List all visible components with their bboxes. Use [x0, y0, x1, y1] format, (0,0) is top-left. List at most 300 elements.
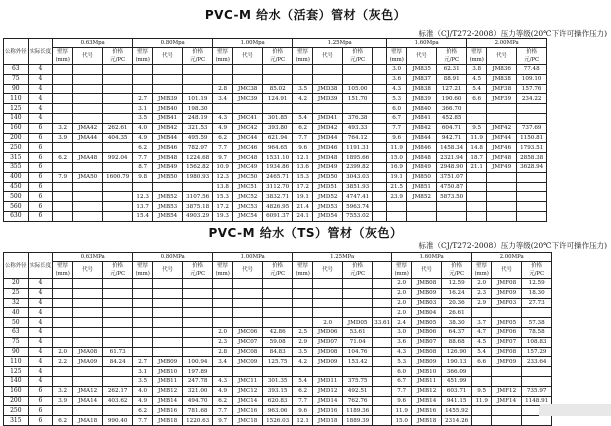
table-cell: 250 [4, 143, 29, 153]
table-cell: 5.3 [392, 357, 412, 367]
table-cell: 6 [28, 153, 53, 163]
table-cell [73, 318, 103, 328]
header-sub [472, 262, 492, 279]
table-cell: JMB11 [412, 376, 442, 386]
table-cell: 5.4 [293, 376, 313, 386]
table-cell [517, 211, 547, 221]
table-cell [153, 65, 183, 75]
table-row [4, 172, 547, 182]
table-cell: 32 [4, 298, 29, 308]
header-sub [233, 48, 263, 65]
table-cell: 764.12 [343, 133, 373, 143]
table-cell: 6 [28, 192, 53, 202]
table-cell: 7.9 [53, 172, 73, 182]
table-cell: JMC52 [233, 192, 263, 202]
table-cell: JMB54 [153, 211, 183, 221]
table-cell: 1148.91 [522, 396, 552, 406]
header-sub-label: 壁厚 [137, 263, 149, 269]
table-cell: JMF09 [492, 357, 522, 367]
table-cell: 6 [28, 162, 53, 172]
header-sub [53, 262, 73, 279]
header-sub-unit: (mm) [474, 271, 489, 277]
header-sub [53, 48, 73, 65]
table-cell: 1562.82 [183, 162, 213, 172]
table-cell: 9.6 [293, 406, 313, 416]
table-cell: 3.5 [133, 113, 153, 123]
table-cell: JMF06 [492, 327, 522, 337]
table-cell [73, 211, 103, 221]
table-cell [213, 308, 233, 318]
table-cell: JMF05 [492, 318, 522, 328]
table-cell: JMB18 [153, 416, 183, 426]
table-cell [472, 376, 492, 386]
table-cell [373, 416, 392, 426]
table-cell [467, 211, 487, 221]
table-cell: 963.06 [263, 406, 293, 416]
table-cell: 4 [28, 94, 53, 104]
table-cell: JMB41 [153, 113, 183, 123]
table-cell [233, 104, 263, 114]
table-cell [373, 133, 387, 143]
table-cell [133, 347, 153, 357]
table-cell: 2.0 [392, 298, 412, 308]
table-cell: 560 [4, 202, 29, 212]
header-sub [407, 48, 437, 65]
table-cell: 782.97 [183, 143, 213, 153]
table-cell [263, 308, 293, 318]
header-sub-label: 代号 [82, 267, 94, 273]
table-cell: 190.60 [437, 94, 467, 104]
table-cell: 71.04 [343, 337, 373, 347]
table-cell: 6.2 [213, 396, 233, 406]
table-cell: 1150.81 [517, 133, 547, 143]
table-cell: 4 [28, 104, 53, 114]
table-cell: 6.6 [467, 94, 487, 104]
standard-note: 标准（CJ/T272-2008）压力等级(20℃下许可操作压力) [418, 241, 607, 250]
table-cell: 964.65 [263, 143, 293, 153]
table-cell: 2.5 [293, 327, 313, 337]
header-sub-label: 代号 [416, 53, 428, 59]
table-cell [373, 104, 387, 114]
table-cell: 19.1 [387, 172, 407, 182]
table-cell [53, 318, 73, 328]
table-cell [73, 327, 103, 337]
header-sub-unit: 元/PC [110, 57, 126, 63]
table-cell [73, 308, 103, 318]
table-cell: JMC53 [233, 202, 263, 212]
header-diameter: 公称外径 [4, 253, 29, 279]
table-cell: 9.5 [467, 123, 487, 133]
table-cell [183, 65, 213, 75]
table-cell: JMD12 [313, 386, 343, 396]
header-sub-label: 价格 [112, 263, 124, 269]
header-pressure: 0.80Mpa [133, 39, 213, 48]
table-cell [293, 279, 313, 289]
table-cell [373, 288, 392, 298]
table-cell [263, 288, 293, 298]
table-cell [133, 74, 153, 84]
table-cell: 6.2 [293, 123, 313, 133]
table-cell [373, 153, 387, 163]
table-cell: 77.48 [517, 65, 547, 75]
table-cell: 3.5 [293, 84, 313, 94]
table-cell: 63 [4, 327, 29, 337]
table-cell [53, 84, 73, 94]
table-cell: 24.1 [293, 211, 313, 221]
table-cell: JMA50 [73, 172, 103, 182]
table-cell: JMD38 [313, 84, 343, 94]
header-sub [213, 48, 233, 65]
table-cell: 4903.29 [183, 211, 213, 221]
table-cell: 4.2 [293, 357, 313, 367]
table-cell [387, 202, 407, 212]
table-cell: 630 [4, 211, 29, 221]
table-cell: 151.70 [343, 94, 373, 104]
table-cell: 10.9 [213, 162, 233, 172]
table-cell: JMF39 [487, 94, 517, 104]
header-sub [233, 262, 263, 279]
table-cell: 78.58 [522, 327, 552, 337]
header-sub-unit: (mm) [135, 271, 150, 277]
table-cell: JMD09 [313, 357, 343, 367]
table-cell: 6.2 [293, 386, 313, 396]
header-sub-label: 壁厚 [57, 263, 69, 269]
table-row [4, 113, 547, 123]
table-cell: JMD46 [313, 143, 343, 153]
table-cell: 16.24 [442, 288, 472, 298]
table-cell: JMB05 [412, 318, 442, 328]
table-cell: 4.7 [472, 327, 492, 337]
table-cell: 233.64 [522, 357, 552, 367]
table-cell: 88.91 [437, 74, 467, 84]
header-sub-label: 壁厚 [137, 49, 149, 55]
table-cell: 13.8 [213, 182, 233, 192]
table-cell: 11.9 [472, 396, 492, 406]
table-cell: 3.8 [467, 65, 487, 75]
table-cell: JM844 [407, 133, 437, 143]
table-cell [53, 94, 73, 104]
table-cell: JMF49 [487, 162, 517, 172]
table-cell: 160 [4, 123, 29, 133]
table-cell: JM835 [407, 65, 437, 75]
table-cell [153, 327, 183, 337]
table-cell: 2314.26 [442, 416, 472, 426]
table-cell: 3.4 [213, 94, 233, 104]
table-cell [293, 65, 313, 75]
table-cell: 33.61 [374, 319, 391, 326]
header-sub [133, 262, 153, 279]
table-cell: 4.5 [467, 74, 487, 84]
table-cell: 17.2 [293, 182, 313, 192]
table-cell [103, 211, 133, 221]
table-cell [53, 308, 73, 318]
table-cell: JM846 [407, 143, 437, 153]
table-cell: 4 [28, 298, 53, 308]
table-cell: JMD49 [313, 162, 343, 172]
table-cell: JM838 [407, 84, 437, 94]
table-cell [73, 192, 103, 202]
table-cell: JMD54 [313, 211, 343, 221]
table-cell: JMB10 [153, 367, 183, 377]
table-cell: JMA14 [73, 396, 103, 406]
table-cell [103, 327, 133, 337]
table-cell: JMB50 [153, 172, 183, 182]
table-cell: 2.0 [213, 327, 233, 337]
table-cell [53, 202, 73, 212]
table-row [4, 94, 547, 104]
table-cell [263, 65, 293, 75]
header-sub-label: 价格 [531, 263, 543, 269]
table-cell: 3112.70 [263, 182, 293, 192]
table-cell: 75 [4, 337, 29, 347]
table-cell [53, 65, 73, 75]
table-cell: 3.0 [387, 65, 407, 75]
header-sub-label: 价格 [451, 263, 463, 269]
header-sub-unit: 元/PC [524, 57, 540, 63]
table-cell: 4 [28, 279, 53, 289]
header-sub [103, 48, 133, 65]
table-cell [133, 327, 153, 337]
table-cell: 6.2 [213, 133, 233, 143]
table-cell: 6.2 [53, 416, 73, 426]
table-cell: 4.3 [392, 347, 412, 357]
table-cell [293, 298, 313, 308]
table-row [4, 298, 552, 308]
table-cell [293, 308, 313, 318]
table-cell: 17.2 [213, 202, 233, 212]
table-cell [407, 211, 437, 221]
table-cell: JMB08 [412, 347, 442, 357]
table-cell: 20.36 [442, 298, 472, 308]
table-cell: 494.70 [183, 396, 213, 406]
table-cell [373, 406, 392, 416]
table-row [4, 104, 547, 114]
table-cell: 3832.71 [263, 192, 293, 202]
header-sub-unit: (mm) [469, 57, 484, 63]
table-cell: 21.4 [293, 202, 313, 212]
table-cell [343, 104, 373, 114]
table-cell [133, 288, 153, 298]
table-cell [103, 376, 133, 386]
table-cell [313, 308, 343, 318]
table-cell: JMD50 [313, 172, 343, 182]
header-sub-unit: 元/PC [190, 271, 206, 277]
header-sub [133, 48, 153, 65]
header-sub-unit: (mm) [295, 57, 310, 63]
table-cell [517, 113, 547, 123]
table-cell: 26.61 [442, 308, 472, 318]
table-cell [373, 192, 387, 202]
table-cell: 451.99 [442, 376, 472, 386]
table-cell: JMF44 [487, 133, 517, 143]
table-cell [233, 65, 263, 75]
table-cell [153, 318, 183, 328]
header-sub-unit: 元/PC [350, 271, 366, 277]
header-sub [467, 48, 487, 65]
table-cell: 90 [4, 84, 29, 94]
table-cell: JMF48 [487, 153, 517, 163]
table-cell: 200 [4, 396, 29, 406]
table-cell: 1458.34 [437, 143, 467, 153]
table-cell: 450 [4, 182, 29, 192]
table-cell: 6 [28, 386, 53, 396]
watermark-corner [539, 404, 611, 416]
header-pressure: 1.00Mpa [213, 39, 293, 48]
table-cell: JMB07 [412, 337, 442, 347]
table-cell: 1191.31 [343, 143, 373, 153]
table-cell: JM838 [487, 74, 517, 84]
table-cell [343, 65, 373, 75]
table-cell: 5963.74 [343, 202, 373, 212]
table-cell: JMF09 [492, 288, 522, 298]
table-cell [517, 104, 547, 114]
table-cell: 495.59 [183, 133, 213, 143]
table-cell: 6 [28, 202, 53, 212]
table-cell [53, 367, 73, 377]
table-cell [213, 104, 233, 114]
table-cell: JMC12 [233, 386, 263, 396]
table-cell: 40 [4, 308, 29, 318]
header-sub-unit: (mm) [55, 57, 70, 63]
table-cell: 3.2 [53, 386, 73, 396]
table-cell: 64.37 [442, 327, 472, 337]
header-pressure: 0.63Mpa [53, 39, 133, 48]
table-cell: 20 [4, 279, 29, 289]
table-cell: 11.9 [392, 406, 412, 416]
table-cell [492, 367, 522, 377]
table-cell: 200 [4, 133, 29, 143]
table-cell: JMC44 [233, 133, 263, 143]
header-sub-unit: (mm) [55, 271, 70, 277]
table-cell: JM841 [407, 113, 437, 123]
table-cell: JM840 [407, 104, 437, 114]
table-cell: 13.7 [133, 202, 153, 212]
table-row [4, 192, 547, 202]
table-row [4, 308, 552, 318]
spec-table [3, 38, 547, 222]
table-cell: 6 [28, 133, 53, 143]
table-cell: 2399.82 [343, 162, 373, 172]
table-cell [313, 65, 343, 75]
header-sub-unit: (mm) [394, 271, 409, 277]
table-cell: JMC42 [233, 123, 263, 133]
header-sub-label: 价格 [272, 263, 284, 269]
table-cell: 160 [4, 386, 29, 396]
table-cell [373, 347, 392, 357]
table-cell: JMA12 [73, 386, 103, 396]
table-cell [263, 298, 293, 308]
table-cell: 2.8 [213, 347, 233, 357]
table-cell: 3751.07 [437, 172, 467, 182]
table-cell [73, 279, 103, 289]
table-row [4, 386, 552, 396]
table-cell [343, 308, 373, 318]
table-cell [492, 416, 522, 426]
table-cell: 7.7 [392, 386, 412, 396]
table-cell: 13.6 [293, 162, 313, 172]
table-cell: 157.29 [522, 347, 552, 357]
table-cell [263, 104, 293, 114]
table-cell [517, 182, 547, 192]
header-sub-label: 代号 [322, 53, 334, 59]
header-sub-unit: (mm) [295, 271, 310, 277]
table-row [4, 162, 547, 172]
table-cell: 2.7 [133, 94, 153, 104]
table-cell: 11.9 [467, 133, 487, 143]
header-sub [73, 262, 103, 279]
table-cell [53, 113, 73, 123]
table-cell: 1934.86 [263, 162, 293, 172]
table-cell: 7553.02 [343, 211, 373, 221]
table-cell [183, 318, 213, 328]
table-cell: JMD14 [313, 396, 343, 406]
table-cell: 7.7 [387, 123, 407, 133]
table-cell: 19.3 [213, 211, 233, 221]
header-pressure: 0.63MPa [53, 253, 133, 262]
header-sub-label: 壁厚 [297, 263, 309, 269]
table-cell: JMB39 [153, 94, 183, 104]
table-cell: JMA48 [73, 153, 103, 163]
header-sub [293, 48, 313, 65]
table-cell: 3.9 [53, 396, 73, 406]
table-cell: JMC38 [233, 84, 263, 94]
table-cell: 7.7 [293, 133, 313, 143]
table-cell: JMB08 [412, 279, 442, 289]
table-cell: 404.35 [103, 133, 133, 143]
table-cell [487, 104, 517, 114]
header-sub-label: 壁厚 [57, 49, 69, 55]
header-sub-unit: 元/PC [529, 271, 545, 277]
table-cell: 11.9 [387, 143, 407, 153]
table-cell: 6 [28, 182, 53, 192]
table-cell: 9.6 [293, 143, 313, 153]
table-cell [133, 298, 153, 308]
table-cell [103, 367, 133, 377]
header-pressure: 1.60Mpa [387, 39, 467, 48]
table-cell: 125 [4, 104, 29, 114]
table-cell: JMD44 [313, 133, 343, 143]
table-cell [153, 279, 183, 289]
table-cell [373, 172, 387, 182]
table-cell [313, 367, 343, 377]
table-cell [103, 337, 133, 347]
table-cell: 6 [28, 406, 53, 416]
table-cell: 12.59 [522, 279, 552, 289]
table-cell: 6 [28, 143, 53, 153]
header-sub-label: 代号 [162, 267, 174, 273]
table-cell: 234.22 [517, 94, 547, 104]
table-cell: JMD07 [313, 337, 343, 347]
table-cell: JMB03 [412, 298, 442, 308]
header-sub [343, 48, 373, 65]
table-cell: JMF38 [487, 84, 517, 94]
table-cell [213, 367, 233, 377]
table-cell [53, 279, 73, 289]
table-cell: 5.4 [293, 113, 313, 123]
table-cell [73, 182, 103, 192]
table-cell [233, 279, 263, 289]
table-cell: 301.35 [263, 376, 293, 386]
table-row [4, 416, 552, 426]
table-cell: 7.7 [133, 416, 153, 426]
table-cell: JMD51 [313, 182, 343, 192]
table-cell [183, 182, 213, 192]
table-cell [213, 74, 233, 84]
table-cell [487, 113, 517, 123]
table-cell [153, 84, 183, 94]
table-row [4, 74, 547, 84]
table-cell [213, 65, 233, 75]
